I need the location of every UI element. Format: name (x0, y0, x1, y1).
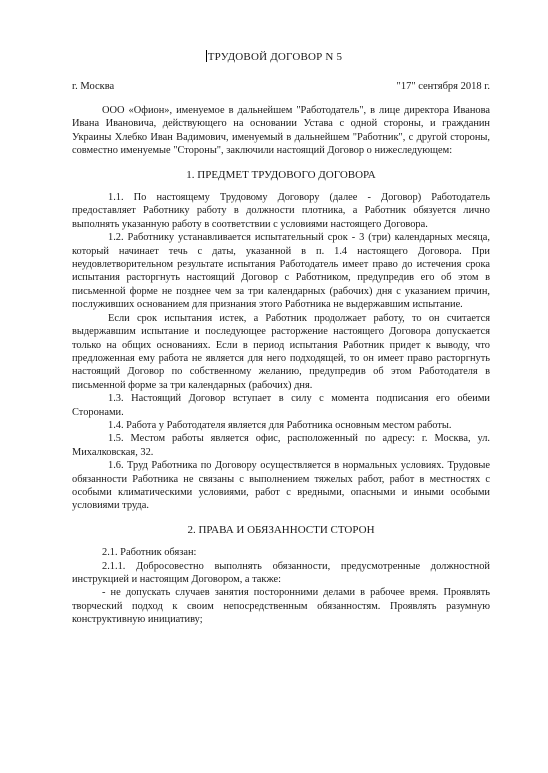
paragraph-2-1: 2.1. Работник обязан: (102, 547, 197, 559)
document-body (72, 104, 490, 627)
document-title (0, 50, 548, 63)
paragraph-1-2: 1.2. Работнику устанавливается испытательный срок - 3 (три) календарных месяца, который начинает течь с даты, указанной в п. 1.4 настоящего Договора. При неудовлетворительном результате испытания Работодатель имеет право до истечения срока испытания расторгнуть настоящий Договор с Работником, предупредив его об этом в письменной форме не позднее чем за три календарных (рабочих) дня с указанием причин, послуживших основанием для признания этого Работника не выдержавшим испытание. (72, 232, 490, 311)
contract-date: "17" сентября 2018 г. (396, 81, 490, 92)
intro-paragraph: ООО «Офион», именуемое в дальнейшем "Работодатель", в лице директора Иванова Ивана Ивановича, действующего на основании Устава с одной стороны, и гражданин Украины Хлебко Иван Вадимович, именуемый в дальнейшем "Работник", с другой стороны, совместно именуемые "Стороны", заключили настоящий Договор о нижеследующем: (72, 105, 490, 157)
section-2-heading: 2. ПРАВА И ОБЯЗАННОСТИ СТОРОН (187, 523, 375, 536)
paragraph-2-1-1-item: - не допускать случаев занятия посторонними делами в рабочее время. Проявлять творческий подход к своим непосредственным обязанностям. Проявлять разумную конструктивную инициативу; (72, 587, 490, 626)
paragraph-1-3: 1.3. Настоящий Договор вступает в силу с момента подписания его обеими Сторонами. (72, 393, 490, 418)
document-title-text: ТРУДОВОЙ ДОГОВОР N 5 (207, 51, 343, 63)
paragraph-1-1: 1.1. По настоящему Трудовому Договору (далее - Договор) Работодатель предоставляет Работнику работу в должности плотника, а Работник обязуется лично выполнять указанную работу в соответствии с условиями настоящего Договора. (72, 192, 490, 230)
paragraph-1-2-continued: Если срок испытания истек, а Работник продолжает работу, то он считается выдержавшим испытание и последующее расторжение настоящего Договора допускается только на общих основаниях. Если в период испытания Работник придет к выводу, что предложенная ему работа не является для него подходящей, то он имеет право расторгнуть настоящий Договор по собственному желанию, предупредив об этом Работодателя в письменной форме за три календарных (рабочих) дня. (72, 312, 490, 391)
section-1-heading: 1. ПРЕДМЕТ ТРУДОВОГО ДОГОВОРА (186, 168, 376, 181)
city-date-row (72, 81, 490, 92)
text-cursor (206, 50, 207, 62)
paragraph-1-6: 1.6. Труд Работника по Договору осуществляется в нормальных условиях. Трудовые обязанности Работника не связаны с выполнением тяжелых работ, работ в местностях с особыми климатическими условиями, работ с вредными, опасными и иными особыми условиями труда. (72, 460, 490, 512)
city: г. Москва (72, 81, 115, 92)
paragraph-1-5: 1.5. Местом работы является офис, расположенный по адресу: г. Москва, ул. Михалковская, 32. (72, 433, 490, 458)
paragraph-2-1-1: 2.1.1. Добросовестно выполнять обязанности, предусмотренные должностной инструкцией и настоящим Договором, а также: (72, 560, 490, 585)
paragraph-1-4: 1.4. Работа у Работодателя является для Работника основным местом работы. (108, 419, 452, 431)
